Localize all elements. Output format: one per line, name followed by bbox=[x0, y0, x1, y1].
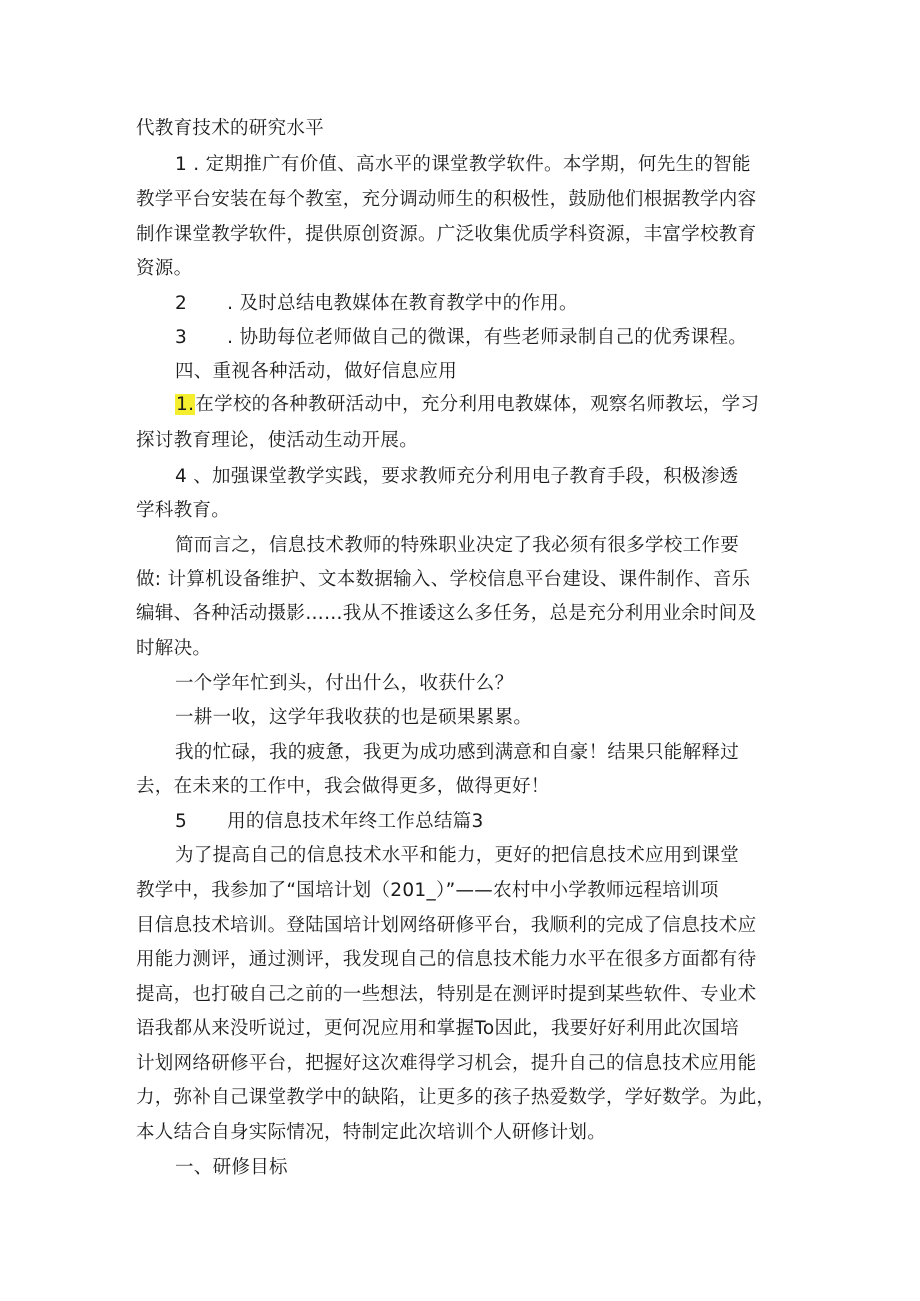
text-line bbox=[136, 878, 719, 904]
line-text: 本人结合自身实际情况，特制定此次培训个人研修计划。 bbox=[136, 1122, 607, 1143]
line-text: 去，在未来的工作中，我会做得更多，做得更好！ bbox=[136, 776, 550, 797]
text-line bbox=[175, 843, 739, 869]
section-heading bbox=[175, 1155, 288, 1181]
line-text: 目信息技术培训。登陆国培计划网络研修平台，我顺利的完成了信息技术应 bbox=[136, 915, 757, 936]
text-line bbox=[175, 291, 578, 317]
line-text: 制作课堂教学软件，提供原创资源。广泛收集优质学科资源，丰富学校教育 bbox=[136, 224, 757, 245]
text-line bbox=[175, 152, 751, 178]
text-line bbox=[136, 982, 756, 1008]
text-line bbox=[136, 222, 756, 248]
line-text: 语我都从来没听说过，更何况应用和掌握To因此，我要好好利用此次国培 bbox=[136, 1018, 739, 1039]
text-line bbox=[136, 1085, 775, 1111]
text-line bbox=[175, 392, 759, 418]
line-text: 代教育技术的研究水平 bbox=[136, 118, 325, 139]
section-heading bbox=[175, 359, 457, 385]
list-number: 2 bbox=[175, 293, 188, 314]
text-line bbox=[175, 464, 738, 490]
line-text: 计划网络研修平台，把握好这次难得学习机会，提升自己的信息技术应用能 bbox=[136, 1053, 757, 1074]
highlighted-number: 1. bbox=[176, 394, 195, 415]
text-line bbox=[175, 325, 747, 351]
line-text: 探讨教育理论，使活动生动开展。 bbox=[136, 430, 419, 451]
line-text: 一个学年忙到头，付出什么，收获什么？ bbox=[175, 673, 514, 694]
text-line bbox=[136, 601, 756, 627]
line-text: . 协助每位老师做自己的微课，有些老师录制自己的优秀课程。 bbox=[227, 327, 748, 348]
line-text: 编辑、各种活动摄影……我从不推诿这么多任务，总是充分利用业余时间及 bbox=[136, 603, 757, 624]
line-text: 学科教育。 bbox=[136, 500, 231, 521]
line-text: 1 . 定期推广有价值、高水平的课堂教学软件。本学期，何先生的智能 bbox=[175, 154, 751, 175]
line-text: 做: 计算机设备维护、文本数据输入、学校信息平台建设、课件制作、音乐 bbox=[136, 569, 751, 590]
line-text: 在学校的各种教研活动中，充分利用电教媒体，观察名师教坛，学习 bbox=[195, 394, 760, 415]
line-text: 用能力测评，通过测评，我发现自己的信息技术能力水平在很多方面都有待 bbox=[136, 949, 757, 970]
text-line bbox=[175, 740, 739, 766]
text-line bbox=[175, 671, 513, 697]
text-line bbox=[136, 913, 756, 939]
text-line bbox=[136, 116, 324, 142]
list-number: 5 bbox=[175, 811, 188, 832]
line-text: 为了提高自己的信息技术水平和能力，更好的把信息技术应用到课堂 bbox=[175, 845, 740, 866]
line-text: 四、重视各种活动，做好信息应用 bbox=[175, 361, 458, 382]
line-text: 一耕一收，这学年我收获的也是硕果累累。 bbox=[175, 707, 533, 728]
line-text: 一、研修目标 bbox=[175, 1157, 288, 1178]
line-text: 用的信息技术年终工作总结篇3 bbox=[227, 811, 484, 832]
text-line bbox=[136, 187, 756, 213]
section-heading bbox=[175, 809, 484, 835]
text-line bbox=[175, 705, 532, 731]
text-line bbox=[136, 256, 192, 282]
line-text: 提高，也打破自己之前的一些想法，特别是在测评时提到某些软件、专业术 bbox=[136, 984, 757, 1005]
text-line bbox=[136, 1016, 739, 1042]
text-line bbox=[136, 774, 550, 800]
text-line bbox=[136, 428, 418, 454]
list-number: 3 bbox=[175, 327, 188, 348]
text-line bbox=[136, 498, 230, 524]
line-text: 教学平台安装在每个教室，充分调动师生的积极性，鼓励他们根据教学内容 bbox=[136, 189, 757, 210]
line-text: . 及时总结电教媒体在教育教学中的作用。 bbox=[227, 293, 578, 314]
line-text: 简而言之，信息技术教师的特殊职业决定了我必须有很多学校工作要 bbox=[175, 535, 740, 556]
line-text: 力，弥补自己课堂教学中的缺陷，让更多的孩子热爱数学，学好数学。为此， bbox=[136, 1087, 776, 1108]
text-line bbox=[175, 533, 739, 559]
text-line bbox=[136, 947, 756, 973]
text-line bbox=[136, 636, 211, 662]
text-line bbox=[136, 1120, 606, 1146]
text-line bbox=[136, 567, 750, 593]
text-line bbox=[136, 1051, 756, 1077]
line-text: 教学中，我参加了“国培计划（201_）”——农村中小学教师远程培训项 bbox=[136, 880, 719, 901]
line-text: 我的忙碌，我的疲惫，我更为成功感到满意和自豪！结果只能解释过 bbox=[175, 742, 740, 763]
line-text: 资源。 bbox=[136, 258, 193, 279]
line-text: 时解决。 bbox=[136, 638, 212, 659]
line-text: 4 、加强课堂教学实践，要求教师充分利用电子教育手段，积极渗透 bbox=[175, 466, 739, 487]
